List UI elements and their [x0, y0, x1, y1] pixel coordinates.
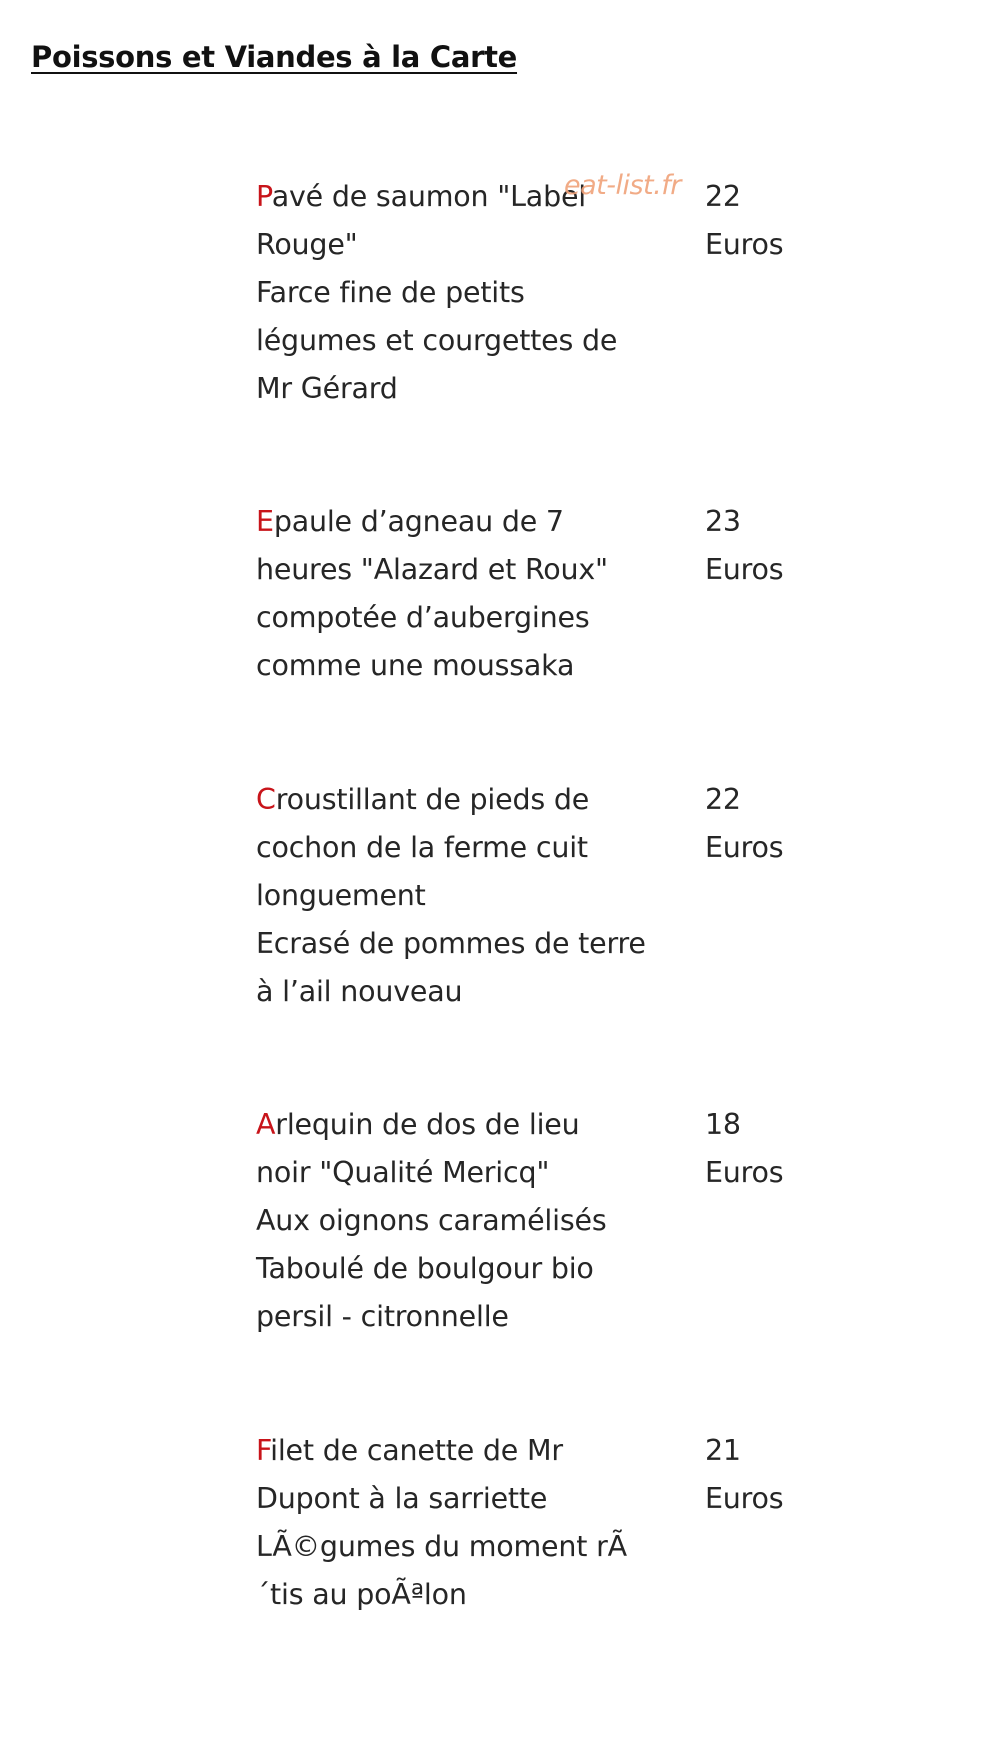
page-title: Poissons et Viandes à la Carte	[31, 40, 518, 74]
dish-description	[256, 776, 671, 1016]
dish-line: noir "Qualité Mericq"	[256, 1156, 550, 1189]
dish-initial: C	[256, 783, 276, 816]
price-value: 22	[705, 180, 741, 213]
price-unit: Euros	[705, 553, 784, 586]
dish-line: Farce fine de petits	[256, 276, 525, 309]
price-value: 21	[705, 1434, 741, 1467]
watermark: eat-list.fr	[564, 170, 681, 201]
dish-initial: E	[256, 505, 274, 538]
dish-line: légumes et courgettes de	[256, 324, 618, 357]
price-unit: Euros	[705, 1482, 784, 1515]
dish-price	[705, 1427, 783, 1523]
dish-line: comme une moussaka	[256, 649, 575, 682]
dish-initial: P	[256, 180, 272, 213]
dish-first-line	[256, 1427, 671, 1475]
dish-price	[705, 173, 783, 269]
dish-price	[705, 498, 783, 594]
dish-first-line-rest: roustillant de pieds de	[275, 783, 590, 816]
dish-line: Taboulé de boulgour bio	[256, 1252, 594, 1285]
price-value: 18	[705, 1108, 741, 1141]
dish-description	[256, 173, 671, 413]
dish-line: à l’ail nouveau	[256, 975, 463, 1008]
dish-line: Rouge"	[256, 228, 358, 261]
dish-line: cochon de la ferme cuit	[256, 831, 588, 864]
price-unit: Euros	[705, 1156, 784, 1189]
price-unit: Euros	[705, 228, 784, 261]
dish-first-line	[256, 498, 671, 546]
dish-first-line	[256, 1101, 671, 1149]
dish-line: persil - citronnelle	[256, 1300, 509, 1333]
price-value: 23	[705, 505, 741, 538]
dish-price	[705, 1101, 783, 1197]
dish-description	[256, 498, 671, 690]
dish-line: LÃ©gumes du moment rÃ	[256, 1530, 627, 1563]
dish-line: Dupont à la sarriette	[256, 1482, 548, 1515]
dish-first-line-rest: ilet de canette de Mr	[270, 1434, 563, 1467]
dish-initial: A	[256, 1108, 276, 1141]
dish-price	[705, 776, 783, 872]
price-unit: Euros	[705, 831, 784, 864]
dish-line: Mr Gérard	[256, 372, 398, 405]
dish-line: Aux oignons caramélisés	[256, 1204, 607, 1237]
dish-initial: F	[256, 1434, 271, 1467]
dish-description	[256, 1101, 671, 1341]
price-value: 22	[705, 783, 741, 816]
dish-line: compotée d’aubergines	[256, 601, 590, 634]
dish-description	[256, 1427, 671, 1619]
dish-line: longuement	[256, 879, 426, 912]
dish-first-line-rest: avé de saumon "Label	[271, 180, 587, 213]
dish-first-line	[256, 776, 671, 824]
dish-line: Ecrasé de pommes de terre	[256, 927, 646, 960]
dish-first-line-rest: paule d’agneau de 7	[273, 505, 564, 538]
dish-first-line-rest: rlequin de dos de lieu	[275, 1108, 580, 1141]
dish-line: heures "Alazard et Roux"	[256, 553, 608, 586]
dish-line: ´tis au poÃªlon	[256, 1578, 467, 1611]
